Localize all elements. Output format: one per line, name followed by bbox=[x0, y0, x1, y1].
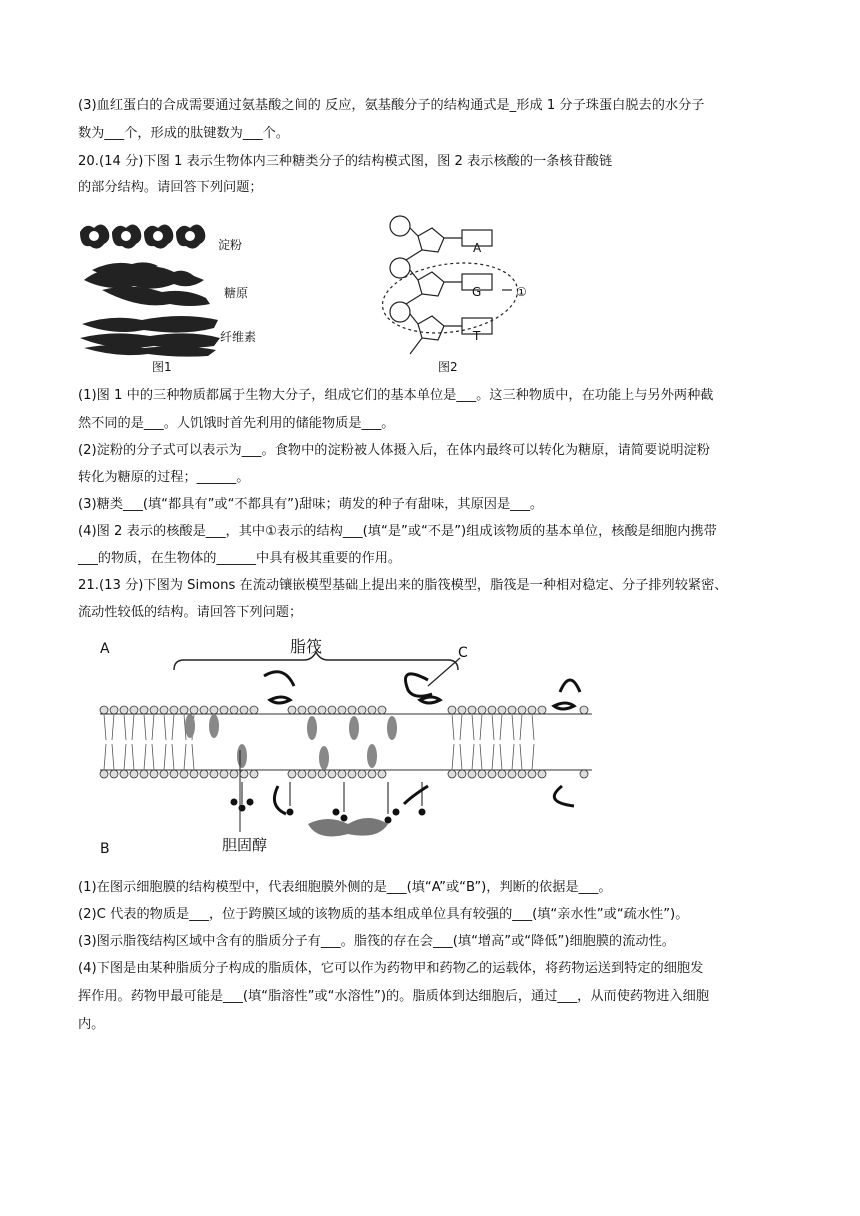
question-21-title: 21.(13 分)下图为 Simons 在流动镶嵌模型基础上提出来的脂筏模型，脂筏是一种相对稳定、分子排列较紧密、 bbox=[78, 578, 728, 593]
figure-2 bbox=[370, 210, 550, 375]
figure-3 bbox=[92, 636, 602, 864]
text-line: (2)C 代表的物质是___，位于跨膜区域的该物质的基本组成单位具有较强的___(填“亲水性”或“疏水性”)。 bbox=[78, 907, 689, 922]
question-20-title: 20.(14 分)下图 1 表示生物体内三种糖类分子的结构模式图，图 2 表示核酸的一条核苷酸链 bbox=[78, 154, 613, 169]
text-line: 转化为糖原的过程；______。 bbox=[78, 470, 250, 485]
text-line: (3)血红蛋白的合成需要通过氨基酸之间的 反应，氨基酸分子的结构通式是_形成 1 分子珠蛋白脱去的水分子 bbox=[78, 98, 705, 113]
text-line: (2)淀粉的分子式可以表示为___。食物中的淀粉被人体摄入后，在体内最终可以转化为糖原，请简要说明淀粉 bbox=[78, 443, 710, 458]
base-g-label: G bbox=[472, 285, 482, 299]
text-line: (4)下图是由某种脂质分子构成的脂质体，它可以作为药物甲和药物乙的运载体，将药物运送到特定的细胞发 bbox=[78, 961, 704, 976]
base-a-label: A bbox=[473, 241, 482, 255]
starch-label: 淀粉 bbox=[218, 238, 243, 252]
figure-2-caption: 图2 bbox=[438, 360, 458, 374]
text-line: (3)糖类___(填“都具有”或“不都具有”)甜味；萌发的种子有甜味，其原因是___。 bbox=[78, 497, 544, 512]
lipid-raft-label: 脂筏 bbox=[290, 637, 323, 656]
cholesterol-label: 胆固醇 bbox=[222, 836, 268, 854]
text-line: 内。 bbox=[78, 1017, 105, 1032]
side-b-label: B bbox=[100, 841, 110, 857]
text-line: 然不同的是___。人饥饿时首先利用的储能物质是___。 bbox=[78, 416, 395, 431]
figure-1-caption: 图1 bbox=[152, 360, 172, 374]
text-line: (3)图示脂筏结构区域中含有的脂质分子有___。脂筏的存在会___(填“增高”或“降低”)细胞膜的流动性。 bbox=[78, 934, 675, 949]
base-t-label: T bbox=[473, 329, 481, 343]
glycogen-label: 糖原 bbox=[224, 286, 249, 300]
text-line: (1)图 1 中的三种物质都属于生物大分子，组成它们的基本单位是___。这三种物质中，在功能上与另外两种截 bbox=[78, 388, 714, 403]
side-a-label: A bbox=[100, 641, 110, 657]
structure-1-label: ① bbox=[516, 285, 527, 299]
label-c: C bbox=[458, 645, 468, 661]
lipid-raft-diagram bbox=[92, 636, 602, 864]
text-line: (4)图 2 表示的核酸是___，其中①表示的结构___(填“是”或“不是”)组成该物质的基本单位，核酸是细胞内携带 bbox=[78, 524, 717, 539]
text-line: 的部分结构。请回答下列问题； bbox=[78, 180, 263, 195]
text-line: ___的物质，在生物体的______中具有极其重要的作用。 bbox=[78, 551, 402, 566]
text-line: (1)在图示细胞膜的结构模型中，代表细胞膜外侧的是___(填“A”或“B”)，判断的依据是___。 bbox=[78, 880, 612, 895]
text-line: 数为___个，形成的肽键数为___个。 bbox=[78, 126, 289, 141]
text-line: 流动性较低的结构。请回答下列问题； bbox=[78, 605, 303, 620]
text-line: 挥作用。药物甲最可能是___(填“脂溶性”或“水溶性”)的。脂质体到达细胞后，通过___，从而使药物进入细胞 bbox=[78, 989, 710, 1004]
figure-1 bbox=[72, 214, 282, 374]
polysaccharide-diagram bbox=[72, 214, 282, 374]
cellulose-label: 纤维素 bbox=[220, 330, 257, 344]
